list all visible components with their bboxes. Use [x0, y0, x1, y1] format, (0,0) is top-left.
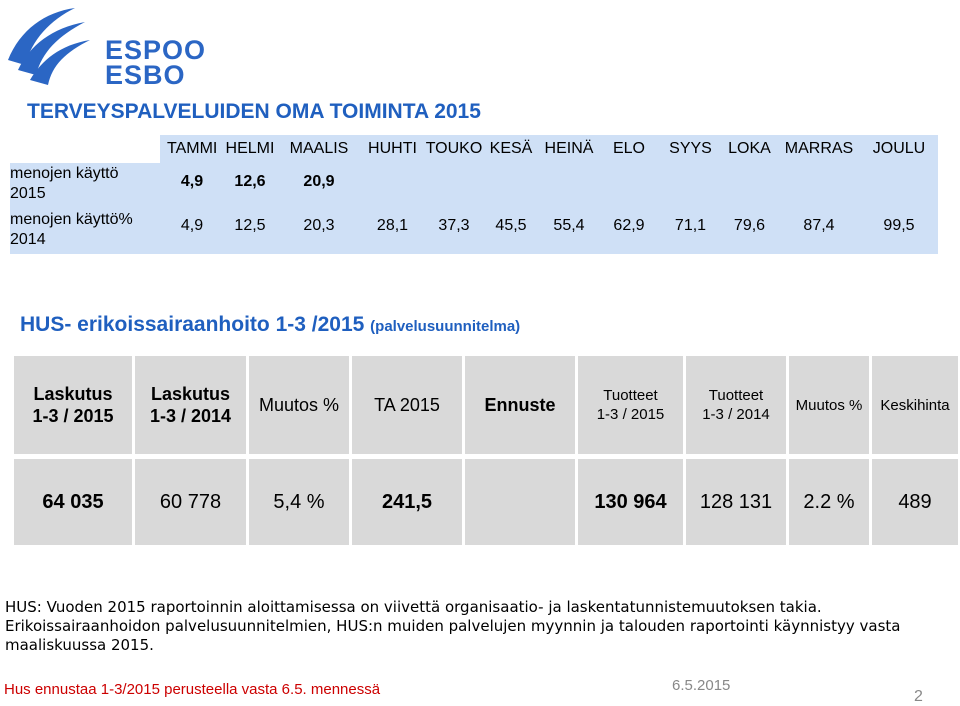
month-helmi: HELMI	[225, 140, 275, 157]
row-2014-value: 37,3	[438, 217, 470, 234]
row-2014-value: 45,5	[495, 217, 527, 234]
hus-header-keskihinta	[872, 356, 958, 454]
hus-header-line1: Tuotteet	[603, 387, 658, 404]
hus-header-line2: 1-3 / 2014	[702, 406, 770, 423]
hus-value-tuotteet-2014: 128 131	[686, 459, 786, 545]
row-2014-value: 12,5	[234, 217, 266, 234]
month-marras: MARRAS	[784, 140, 854, 157]
month-maalis: MAALIS	[289, 140, 349, 157]
month-joulu: JOULU	[872, 140, 926, 157]
row-2014-value: 28,1	[376, 217, 409, 234]
row-2015-label-line2: 2015	[10, 185, 46, 202]
espoo-logo-mark-icon	[0, 0, 110, 95]
hus-header-tuotteet-2014	[686, 356, 786, 454]
row-2014-value: 87,4	[803, 217, 835, 234]
row-2015-value: 4,9	[180, 173, 204, 190]
hus-header-ta2015	[352, 356, 462, 454]
page-title: TERVEYSPALVELUIDEN OMA TOIMINTA 2015	[27, 100, 481, 123]
hus-header-line2: 1-3 / 2015	[596, 406, 665, 423]
hus-section-title	[20, 313, 520, 337]
row-2014-value: 62,9	[613, 217, 645, 234]
row-2015-label	[10, 164, 150, 204]
page-number: 2	[914, 688, 923, 705]
hus-title-main: HUS- erikoissairaanhoito 1-3 /2015	[20, 313, 365, 336]
hus-header-laskutus-2014	[135, 356, 246, 454]
hus-header-line2: 1-3 / 2014	[149, 406, 232, 426]
hus-header-tuotteet-2015	[578, 356, 683, 454]
row-2014-value: 71,1	[674, 217, 707, 234]
hus-header-muutos-2	[789, 356, 869, 454]
month-heina: HEINÄ	[544, 140, 594, 157]
row-2015-label-line1: menojen käyttö	[10, 165, 119, 182]
hus-value-keskihinta: 489	[872, 459, 958, 545]
hus-title-sub: (palvelusuunnitelma)	[370, 318, 521, 335]
row-2014-value: 55,4	[553, 217, 585, 234]
row-2014-value: 79,6	[733, 217, 766, 234]
row-2015-value: 12,6	[234, 173, 266, 190]
hus-header-line1: Muutos %	[795, 396, 863, 414]
month-syys: SYYS	[669, 140, 712, 157]
hus-value-muutos: 5,4 %	[249, 459, 349, 545]
hus-header-line1: TA 2015	[374, 394, 440, 415]
hus-value-muutos-2: 2.2 %	[789, 459, 869, 545]
hus-header-line1: Laskutus	[150, 384, 231, 404]
month-tammi: TAMMI	[167, 140, 218, 157]
month-kesa: KESÄ	[489, 140, 533, 157]
month-touko: TOUKO	[425, 140, 483, 157]
row-2014-value: 20,3	[303, 217, 335, 234]
month-loka: LOKA	[728, 140, 771, 157]
logo-text	[105, 35, 207, 90]
hus-value-laskutus-2015: 64 035	[14, 459, 132, 545]
hus-header-line1: Muutos %	[258, 394, 340, 415]
row-2014-value: 4,9	[180, 217, 204, 234]
row-2014-label	[10, 210, 150, 250]
hus-header-muutos	[249, 356, 349, 454]
footer-note: Hus ennustaa 1-3/2015 perusteella vasta 6.5. mennessä	[4, 681, 381, 698]
row-2015	[10, 163, 938, 204]
footer-date: 6.5.2015	[672, 677, 731, 694]
month-elo: ELO	[612, 140, 645, 157]
hus-header-line1: Laskutus	[33, 384, 113, 404]
row-2014-label-line1: menojen käyttö%	[10, 211, 133, 228]
row-2014-value: 99,5	[883, 217, 915, 234]
hus-header-ennuste	[465, 356, 575, 454]
hus-value-laskutus-2014: 60 778	[135, 459, 246, 545]
row-2015-value: 20,9	[303, 173, 335, 190]
month-header-row	[10, 135, 938, 163]
hus-header-line1: Tuotteet	[708, 387, 764, 404]
espoo-logo	[0, 0, 207, 95]
row-2014-label-line2: 2014	[10, 231, 46, 248]
hus-header-line1: Ennuste	[484, 394, 556, 415]
hus-value-ta2015: 241,5	[352, 459, 462, 545]
row-2014	[10, 204, 938, 254]
logo-line2: ESBO	[105, 60, 186, 90]
hus-header-line1: Keskihinta	[880, 396, 950, 414]
hus-value-ennuste	[465, 459, 575, 545]
hus-header-laskutus-2015	[14, 356, 132, 454]
month-huhti: HUHTI	[368, 140, 417, 157]
hus-header-line2: 1-3 / 2015	[32, 406, 114, 426]
logo-line1: ESPOO	[105, 35, 207, 65]
hus-value-tuotteet-2015: 130 964	[578, 459, 683, 545]
hus-note: HUS: Vuoden 2015 raportoinnin aloittamisessa on viivettä organisaatio- ja laskentatunnistemuutoksen takia. Erikoissairaanhoidon palvelusuunnitelmien, HUS:n muiden palvelujen myynnin ja talouden raportointi käynnistyy vasta maaliskuussa 2015.	[5, 598, 901, 654]
